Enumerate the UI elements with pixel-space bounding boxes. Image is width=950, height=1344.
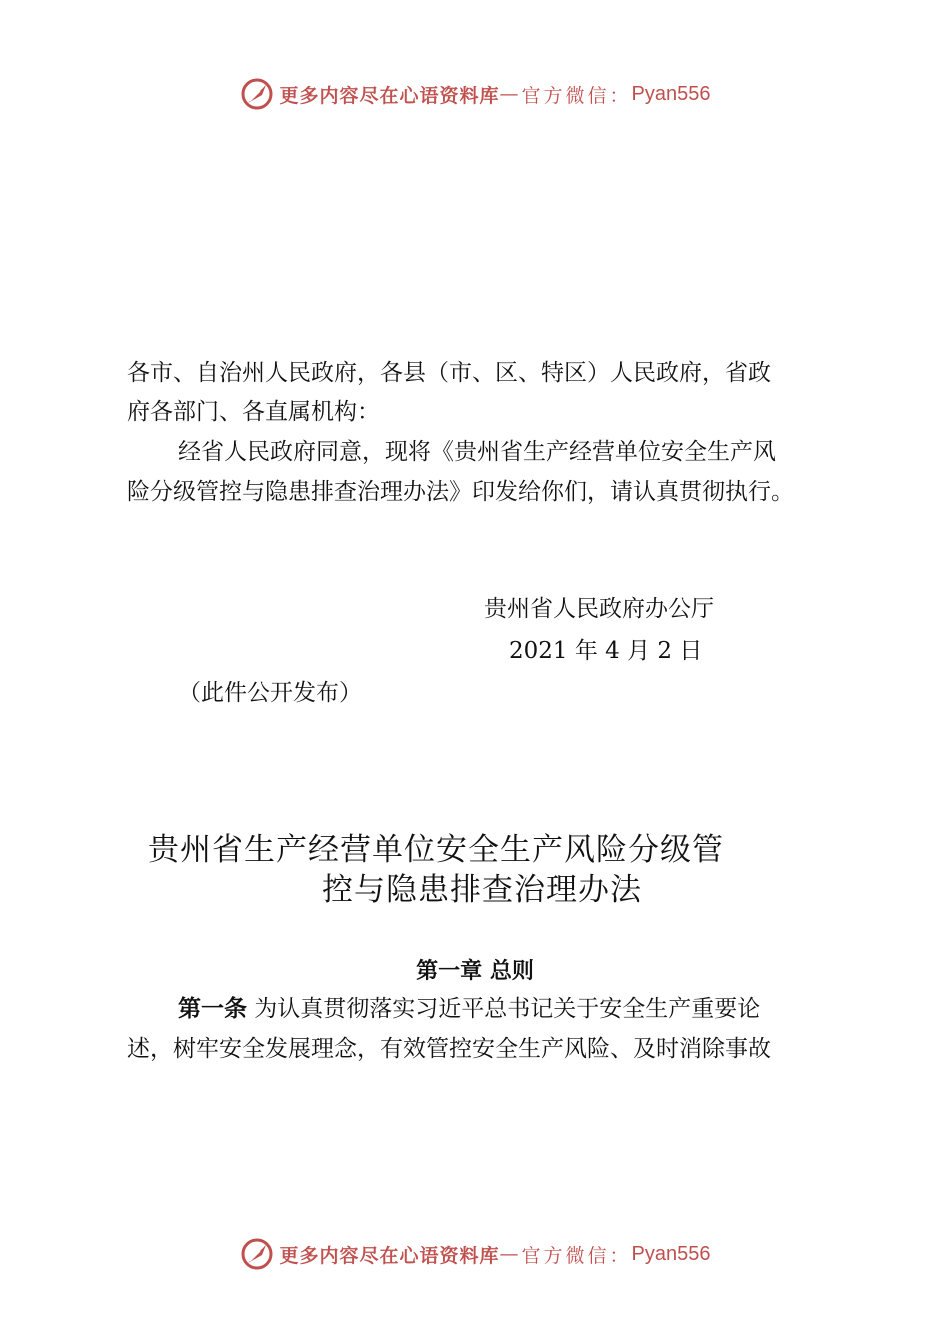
document-title-line-2: 控与隐患排查治理办法 (322, 872, 642, 908)
watermark-main-text: 更多内容尽在心语资料库 (279, 1244, 500, 1267)
body-line-1: 经省人民政府同意，现将《贵州省生产经营单位安全生产风 (178, 439, 776, 465)
article-1-label: 第一条 (178, 996, 247, 1022)
article-1-line-2: 述，树牢安全发展理念，有效管控安全生产风险、及时消除事故 (127, 1036, 771, 1062)
watermark-dash: — (499, 83, 522, 105)
watermark-wechat-id: Pyan556 (631, 82, 711, 105)
address-line-2: 府各部门、各直属机构： (127, 399, 380, 425)
watermark-top (0, 74, 950, 114)
quill-logo-icon (240, 1237, 274, 1271)
watermark-wechat-id: Pyan556 (631, 1242, 711, 1265)
quill-logo-icon (240, 77, 274, 111)
watermark-main-text: 更多内容尽在心语资料库 (279, 84, 500, 107)
issue-date: 2021 年 4 月 2 日 (509, 638, 703, 664)
issuer: 贵州省人民政府办公厅 (484, 596, 714, 622)
address-line-1: 各市、自治州人民政府，各县（市、区、特区）人民政府，省政 (127, 360, 771, 386)
article-1-line-1 (178, 994, 760, 1024)
article-1-text-1: 为认真贯彻落实习近平总书记关于安全生产重要论 (247, 996, 761, 1022)
chapter-heading: 第一章 总则 (416, 959, 534, 984)
watermark-bottom (0, 1234, 950, 1274)
publication-note: （此件公开发布） (178, 680, 362, 706)
body-line-2: 险分级管控与隐患排查治理办法》印发给你们，请认真贯彻执行。 (127, 479, 794, 505)
document-title-line-1: 贵州省生产经营单位安全生产风险分级管 (148, 832, 724, 868)
watermark-label: 官方微信： (521, 1244, 632, 1267)
watermark-label: 官方微信： (521, 84, 632, 107)
watermark-dash: — (499, 1243, 522, 1265)
